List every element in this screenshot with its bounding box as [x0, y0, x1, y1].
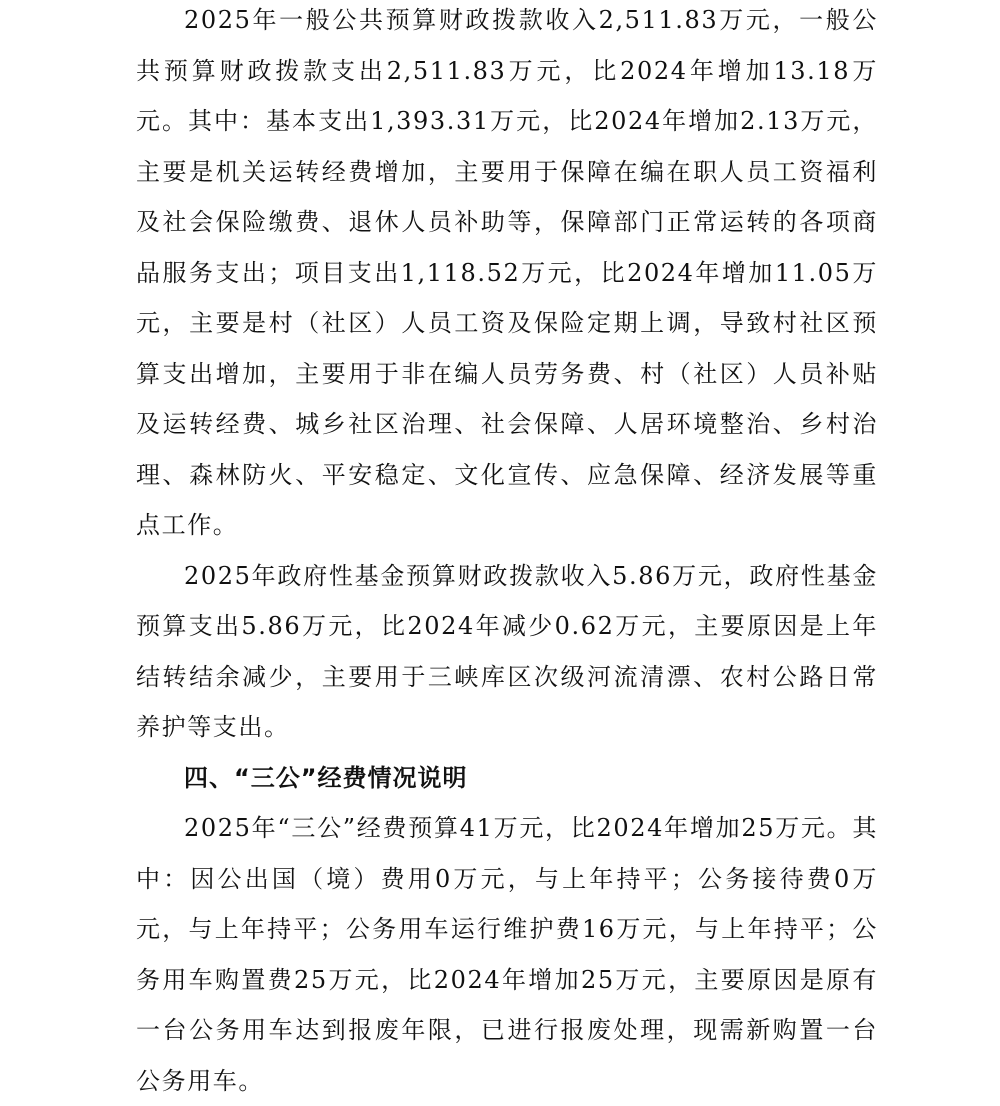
paragraph-general-budget: 2025年一般公共预算财政拨款收入2,511.83万元，一般公共预算财政拨款支出2,511.83万元，比2024年增加13.18万元。其中：基本支出1,393.31万元，比2024年增加2.13万元，主要是机关运转经费增加，主要用于保障在编在职人员工资福利及社会保险缴费、退休人员补助等，保障部门正常运转的各项商品服务支出；项目支出1,118.52万元，比2024年增加11.05万元，主要是村（社区）人员工资及保险定期上调，导致村社区预算支出增加，主要用于非在编人员劳务费、村（社区）人员补贴及运转经费、城乡社区治理、社会保障、人居环境整治、乡村治理、森林防火、平安稳定、文化宣传、应急保障、经济发展等重点工作。: [136, 6, 878, 539]
section-heading-three-public-expenses: 四、“三公”经费情况说明: [184, 763, 468, 792]
paragraph-three-public-expenses: 2025年“三公”经费预算41万元，比2024年增加25万元。其中：因公出国（境）费用0万元，与上年持平；公务接待费0万元，与上年持平；公务用车运行维护费16万元，与上年持平；公务用车购置费25万元，比2024年增加25万元，主要原因是原有一台公务用车达到报废年限，已进行报废处理，现需新购置一台公务用车。: [136, 814, 878, 1095]
paragraph-government-fund: 2025年政府性基金预算财政拨款收入5.86万元，政府性基金预算支出5.86万元，比2024年减少0.62万元，主要原因是上年结转结余减少，主要用于三峡库区次级河流清漂、农村公路日常养护等支出。: [136, 561, 878, 741]
document-body: [136, 0, 878, 1106]
